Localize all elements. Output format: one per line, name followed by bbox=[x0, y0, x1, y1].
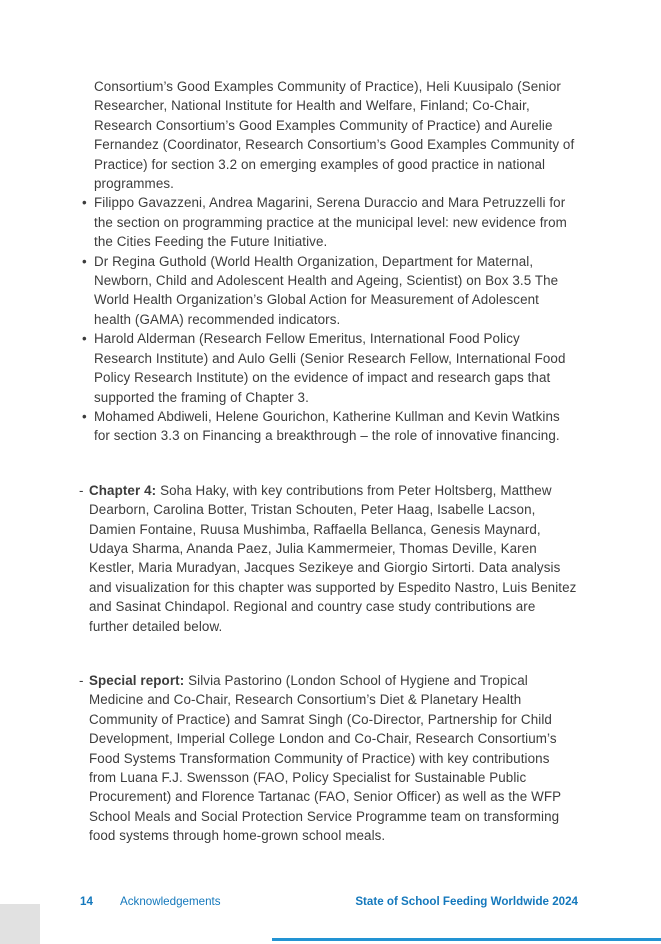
section-chapter-4 bbox=[80, 481, 578, 636]
bullet-text: Mohamed Abdiweli, Helene Gourichon, Katherine Kullman and Kevin Watkins for section 3.3 on Financing a breakthrough – the role of innovative financing. bbox=[94, 408, 560, 444]
dash-icon: - bbox=[79, 482, 84, 498]
section-label: Chapter 4: bbox=[89, 482, 157, 498]
dash-icon: - bbox=[79, 672, 84, 688]
bullet-item bbox=[80, 329, 578, 407]
bullet-item bbox=[80, 407, 578, 446]
footer-report-title: State of School Feeding Worldwide 2024 bbox=[355, 895, 578, 908]
page-footer bbox=[80, 895, 578, 909]
section-label: Special report: bbox=[89, 672, 185, 688]
page-body bbox=[80, 77, 578, 846]
bullet-icon: • bbox=[82, 331, 87, 347]
bottom-blue-rule bbox=[272, 938, 661, 941]
bullet-text: Dr Regina Guthold (World Health Organization, Department for Maternal, Newborn, Child and Adolescent Health and Ageing, Scientist) on Box 3.5 The World Health Organization’s Global Action for Measurement of Adolescent health (GAMA) recommended indicators. bbox=[94, 253, 559, 327]
page-number: 14 bbox=[80, 895, 93, 908]
footer-section-title: Acknowledgements bbox=[120, 895, 221, 908]
intro-paragraph-continuation: Consortium’s Good Examples Community of Practice), Heli Kuusipalo (Senior Researcher, National Institute for Health and Welfare, Finland; Co-Chair, Research Consortium’s Good Examples Community of Practice) and Aurelie Fernandez (Coordinator, Research Consortium’s Good Examples Community of Practice) for section 3.2 on emerging examples of good practice in national programmes. bbox=[94, 79, 575, 192]
section-special-report bbox=[80, 671, 578, 846]
bullet-text: Filippo Gavazzeni, Andrea Magarini, Serena Duraccio and Mara Petruzzelli for the section on programming practice at the municipal level: new evidence from the Cities Feeding the Future Initiative. bbox=[94, 195, 567, 250]
bullet-icon: • bbox=[82, 195, 87, 211]
corner-gray-block bbox=[0, 904, 40, 944]
bullet-list bbox=[80, 193, 578, 445]
bullet-item bbox=[80, 252, 578, 330]
section-text: Soha Haky, with key contributions from Peter Holtsberg, Matthew Dearborn, Carolina Botter, Tristan Schouten, Peter Haag, Isabelle Lacson, Damien Fontaine, Ruusa Mushimba, Raffaella Bellanca, Genesis Maynard, Udaya Sharma, Ananda Paez, Julia Kammermeier, Thomas Deville, Karen Kestler, Maria Muradyan, Jacques Sezikeye and Giorgio Sirtorti. Data analysis and visualization for this chapter was supported by Espedito Nastro, Luis Benitez and Sasinat Chindapol. Regional and country case study contributions are further detailed below. bbox=[89, 482, 577, 634]
bullet-text: Harold Alderman (Research Fellow Emeritus, International Food Policy Research Institute) and Aulo Gelli (Senior Research Fellow, International Food Policy Research Institute) on the evidence of impact and research gaps that supported the framing of Chapter 3. bbox=[94, 331, 566, 405]
section-text: Silvia Pastorino (London School of Hygiene and Tropical Medicine and Co-Chair, Research Consortium’s Diet & Planetary Health Community of Practice) and Samrat Singh (Co-Director, Partnership for Child Development, Imperial College London and Co-Chair, Research Consortium’s Food Systems Transformation Community of Practice) with key contributions from Luana F.J. Swensson (FAO, Policy Specialist for Sustainable Public Procurement) and Florence Tartanac (FAO, Senior Officer) as well as the WFP School Meals and Social Protection Service Programme team on transforming food systems through home-grown school meals. bbox=[89, 672, 561, 844]
bullet-icon: • bbox=[82, 408, 87, 424]
bullet-item bbox=[80, 193, 578, 251]
bullet-icon: • bbox=[82, 253, 87, 269]
